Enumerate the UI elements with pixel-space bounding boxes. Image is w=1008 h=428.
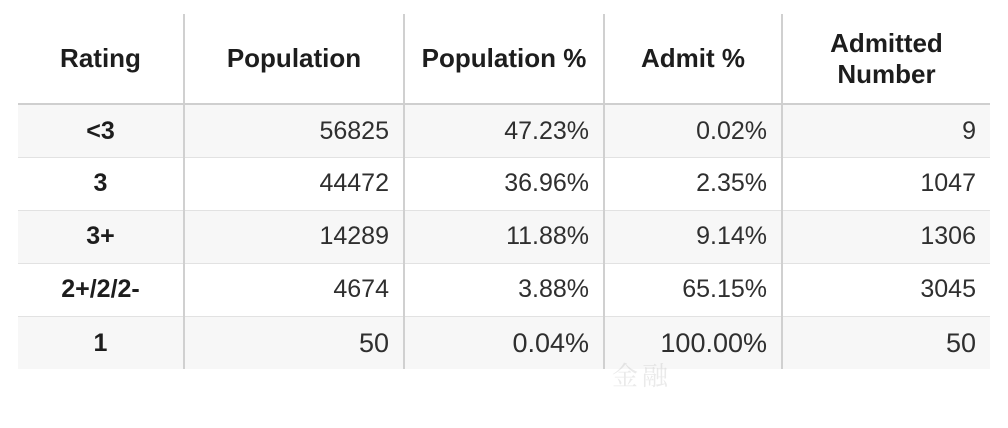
cell-population: 56825 xyxy=(184,104,404,157)
cell-population: 44472 xyxy=(184,157,404,210)
column-header-admit-pct: Admit % xyxy=(604,14,782,104)
cell-population-pct: 47.23% xyxy=(404,104,604,157)
table-body xyxy=(18,104,990,369)
cell-rating: <3 xyxy=(18,104,184,157)
cell-rating: 3 xyxy=(18,157,184,210)
cell-rating: 2+/2/2- xyxy=(18,263,184,316)
table-header-row xyxy=(18,14,990,104)
cell-rating: 3+ xyxy=(18,210,184,263)
cell-admit-pct: 0.02% xyxy=(604,104,782,157)
cell-admitted-number: 1047 xyxy=(782,157,990,210)
cell-population-pct: 3.88% xyxy=(404,263,604,316)
cell-population-pct: 11.88% xyxy=(404,210,604,263)
table-row xyxy=(18,157,990,210)
cell-admitted-number: 1306 xyxy=(782,210,990,263)
table-row xyxy=(18,316,990,369)
cell-rating: 1 xyxy=(18,316,184,369)
cell-admit-pct: 9.14% xyxy=(604,210,782,263)
table-row xyxy=(18,104,990,157)
table-row xyxy=(18,210,990,263)
cell-population: 4674 xyxy=(184,263,404,316)
cell-admit-pct: 100.00% xyxy=(604,316,782,369)
cell-population-pct: 0.04% xyxy=(404,316,604,369)
column-header-population-pct: Population % xyxy=(404,14,604,104)
cell-admit-pct: 2.35% xyxy=(604,157,782,210)
column-header-rating: Rating xyxy=(18,14,184,104)
column-header-population: Population xyxy=(184,14,404,104)
cell-population-pct: 36.96% xyxy=(404,157,604,210)
cell-admitted-number: 3045 xyxy=(782,263,990,316)
table-row xyxy=(18,263,990,316)
cell-admit-pct: 65.15% xyxy=(604,263,782,316)
cell-admitted-number: 50 xyxy=(782,316,990,369)
cell-population: 14289 xyxy=(184,210,404,263)
cell-admitted-number: 9 xyxy=(782,104,990,157)
column-header-admitted-number: Admitted Number xyxy=(782,14,990,104)
watermark-text: 金融 xyxy=(612,361,673,391)
table-header xyxy=(18,14,990,104)
cell-population: 50 xyxy=(184,316,404,369)
rating-admission-table xyxy=(18,14,990,369)
